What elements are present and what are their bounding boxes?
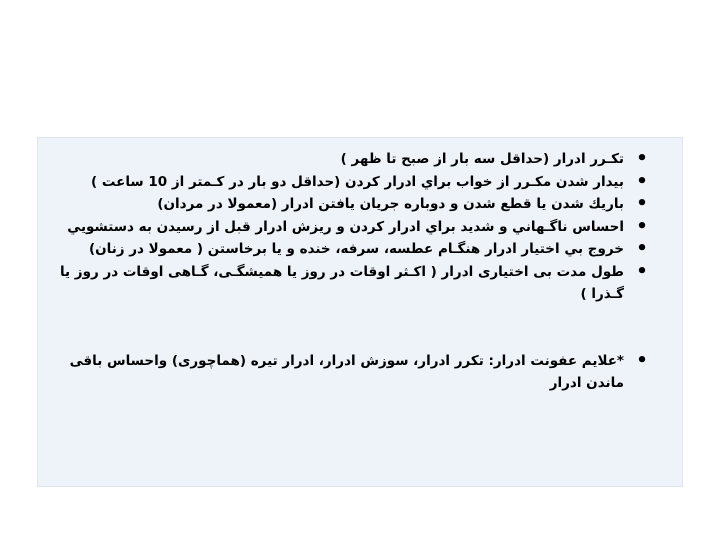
bullet-icon: •	[636, 349, 648, 371]
list-item-text: احساس ناگـهاني و شديد براي ادرار كردن و ريزش ادرار قبل از رسيدن به دستشويي	[67, 218, 624, 235]
list-item-text-line-1: طول مدت بی اختیاری ادرار ( اکـثر اوقات در روز یا همیشگـی، گـاهی اوقات در روز یا	[59, 263, 624, 280]
list-item-text-line-2: گـذرا )	[580, 286, 624, 302]
list-item-text: باريك شدن يا قطع شدن و دوباره جريان يافتن ادرار (معمولا در مردان)	[157, 196, 624, 212]
list-item	[48, 238, 648, 261]
list-item-text: تكـرر ادرار (حداقل سه بار از صبح تا ظهر )	[340, 151, 624, 167]
bullet-icon: •	[636, 170, 648, 192]
list-spacer	[48, 306, 648, 350]
list-item-text: خروج بي اختيار ادرار هنگـام عطسه، سرفه، خنده و يا برخاستن ( معمولا در زنان)	[88, 241, 624, 257]
infection-text-line-1: *علایم عفونت ادرار: تکرر ادرار، سوزش ادرار، ادرار تیره (هماچوری) واحساس باقی	[69, 352, 624, 369]
list-item	[48, 193, 648, 216]
list-item-infection	[48, 350, 648, 395]
symptom-list	[48, 148, 648, 395]
bullet-icon: •	[636, 238, 648, 259]
bullet-icon: •	[636, 193, 648, 214]
list-item-text: بيدار شدن مكـرر از خواب براي ادرار كردن (حداقل دو بار در كـمتر از 10 ساعت )	[90, 173, 624, 190]
bullet-icon: •	[636, 148, 648, 169]
list-item	[48, 216, 648, 239]
list-item	[48, 261, 648, 306]
list-item	[48, 148, 648, 171]
bullet-icon: •	[636, 260, 648, 282]
bullet-icon: •	[636, 215, 648, 237]
infection-text-line-2: ماندن ادرار	[549, 375, 624, 391]
list-item	[48, 171, 648, 194]
content-panel	[37, 137, 683, 487]
